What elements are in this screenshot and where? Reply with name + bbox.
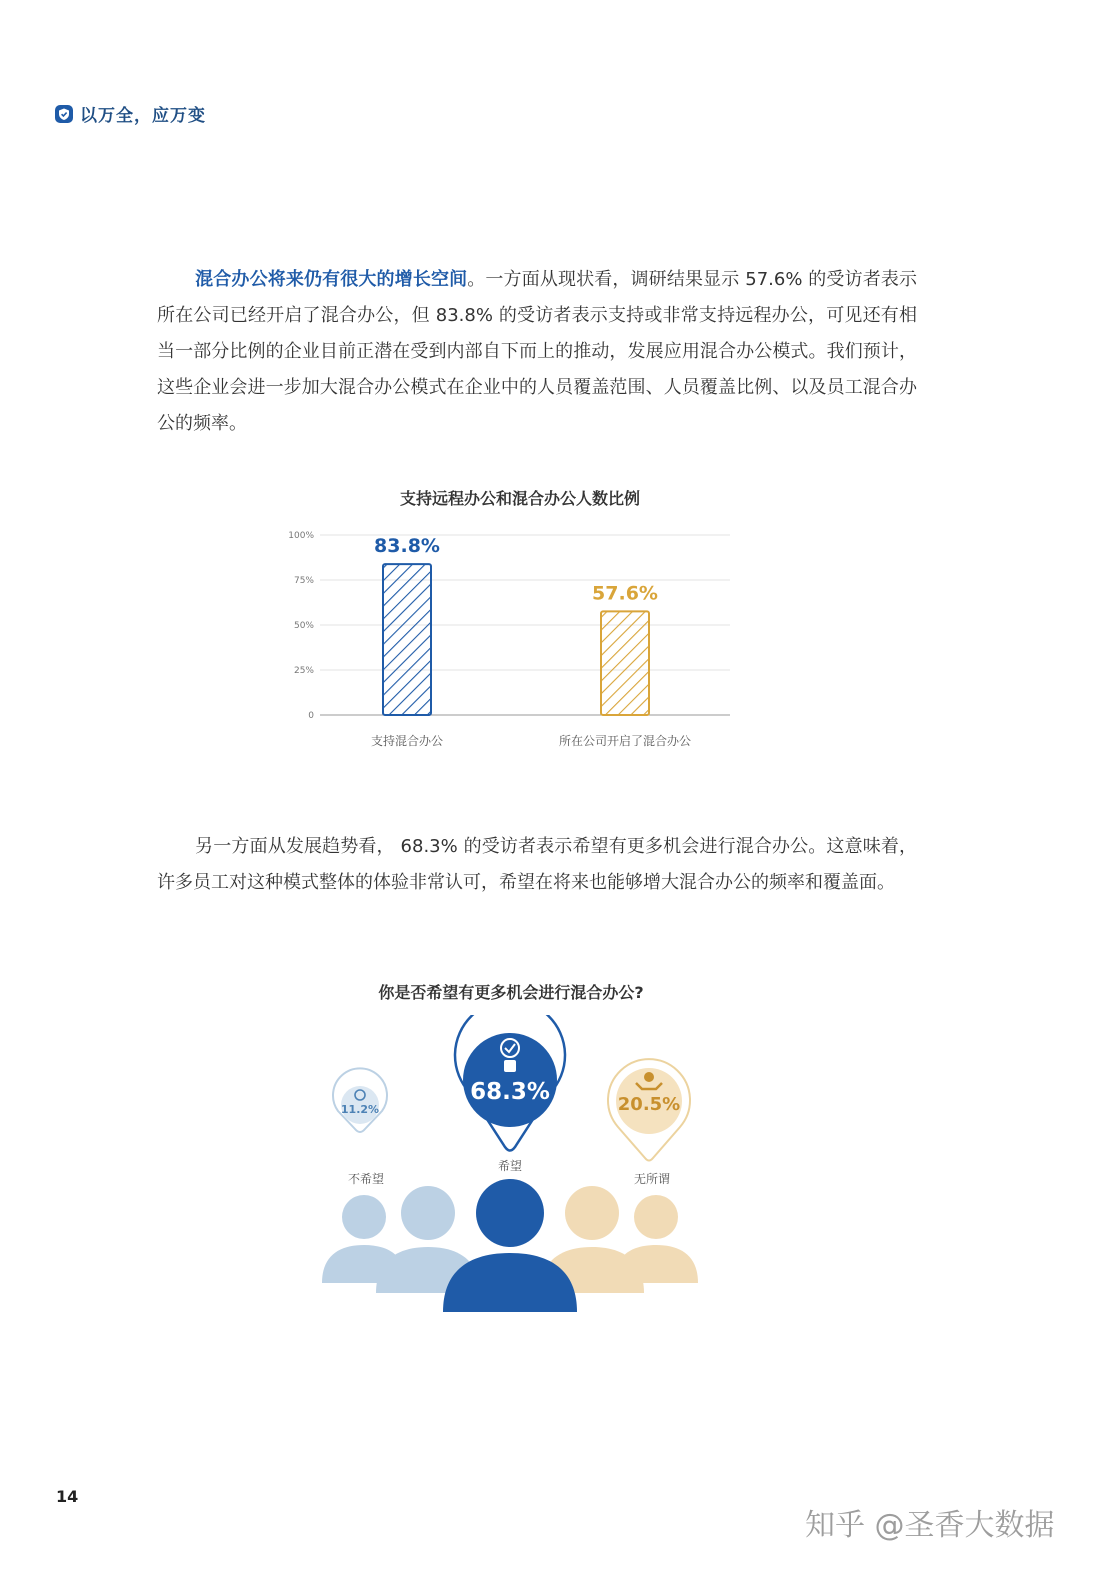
people-chart [300, 1015, 720, 1320]
paragraph-1 [157, 262, 917, 442]
bar-value-label-2: 57.6% [592, 582, 658, 605]
bar-1 [383, 564, 431, 715]
bar-chart-title: 支持远程办公和混合办公人数比例 [399, 489, 640, 508]
y-tick-label: 75% [293, 576, 314, 586]
y-tick-label: 100% [288, 531, 314, 541]
paragraph-2-body: 另一方面从发展趋势看， 68.3% 的受访者表示希望有更多机会进行混合办公。这意味着，许多员工对这种模式整体的体验非常认可，希望在将来也能够增大混合办公的频率和覆盖面。 [157, 836, 917, 893]
page-number: 14 [56, 1487, 79, 1506]
paragraph-1-body: 。一方面从现状看，调研结果显示 57.6% 的受访者表示所在公司已经开启了混合办公，但 83.8% 的受访者表示支持或非常支持远程办公，可见还有相当一部分比例的企业目前正潜在受到内部自下而上的推动，发展应用混合办公模式。我们预计，这些企业会进一步加大混合办公模式在企业中的人员覆盖范围、人员覆盖比例、以及员工混合办公的频率。 [157, 269, 918, 434]
pin-value-indifferent: 20.5% [617, 1094, 681, 1115]
bar-value-label-1: 83.8% [374, 535, 440, 558]
label-indifferent: 无所谓 [633, 1172, 671, 1186]
y-tick-label: 25% [293, 666, 314, 676]
pin-not-want [333, 1068, 387, 1186]
header-title: 以万全，应万变 [80, 106, 206, 126]
bar-chart [270, 515, 740, 760]
label-not-want: 不希望 [347, 1172, 385, 1186]
pin-value-want: 68.3% [470, 1079, 550, 1105]
bar-category-label-2: 所在公司开启了混合办公 [558, 734, 692, 748]
y-tick-label: 50% [293, 621, 314, 631]
shield-check-icon [54, 104, 74, 124]
page-header [54, 101, 206, 126]
pin-value-not-want: 11.2% [340, 1103, 380, 1116]
y-tick-label: 0 [308, 711, 314, 721]
watermark: 知乎 @圣香大数据 [805, 1508, 1055, 1543]
pin-indifferent [608, 1059, 690, 1186]
person-blue-center [443, 1179, 577, 1312]
paragraph-1-highlight: 混合办公将来仍有很大的增长空间 [195, 269, 468, 290]
label-want: 希望 [497, 1159, 523, 1173]
paragraph-2 [157, 829, 917, 901]
pin-want [455, 1015, 565, 1173]
bar-category-label-1: 支持混合办公 [370, 734, 444, 748]
bar-2 [601, 611, 649, 715]
people-chart-title: 你是否希望有更多机会进行混合办公? [378, 983, 644, 1002]
